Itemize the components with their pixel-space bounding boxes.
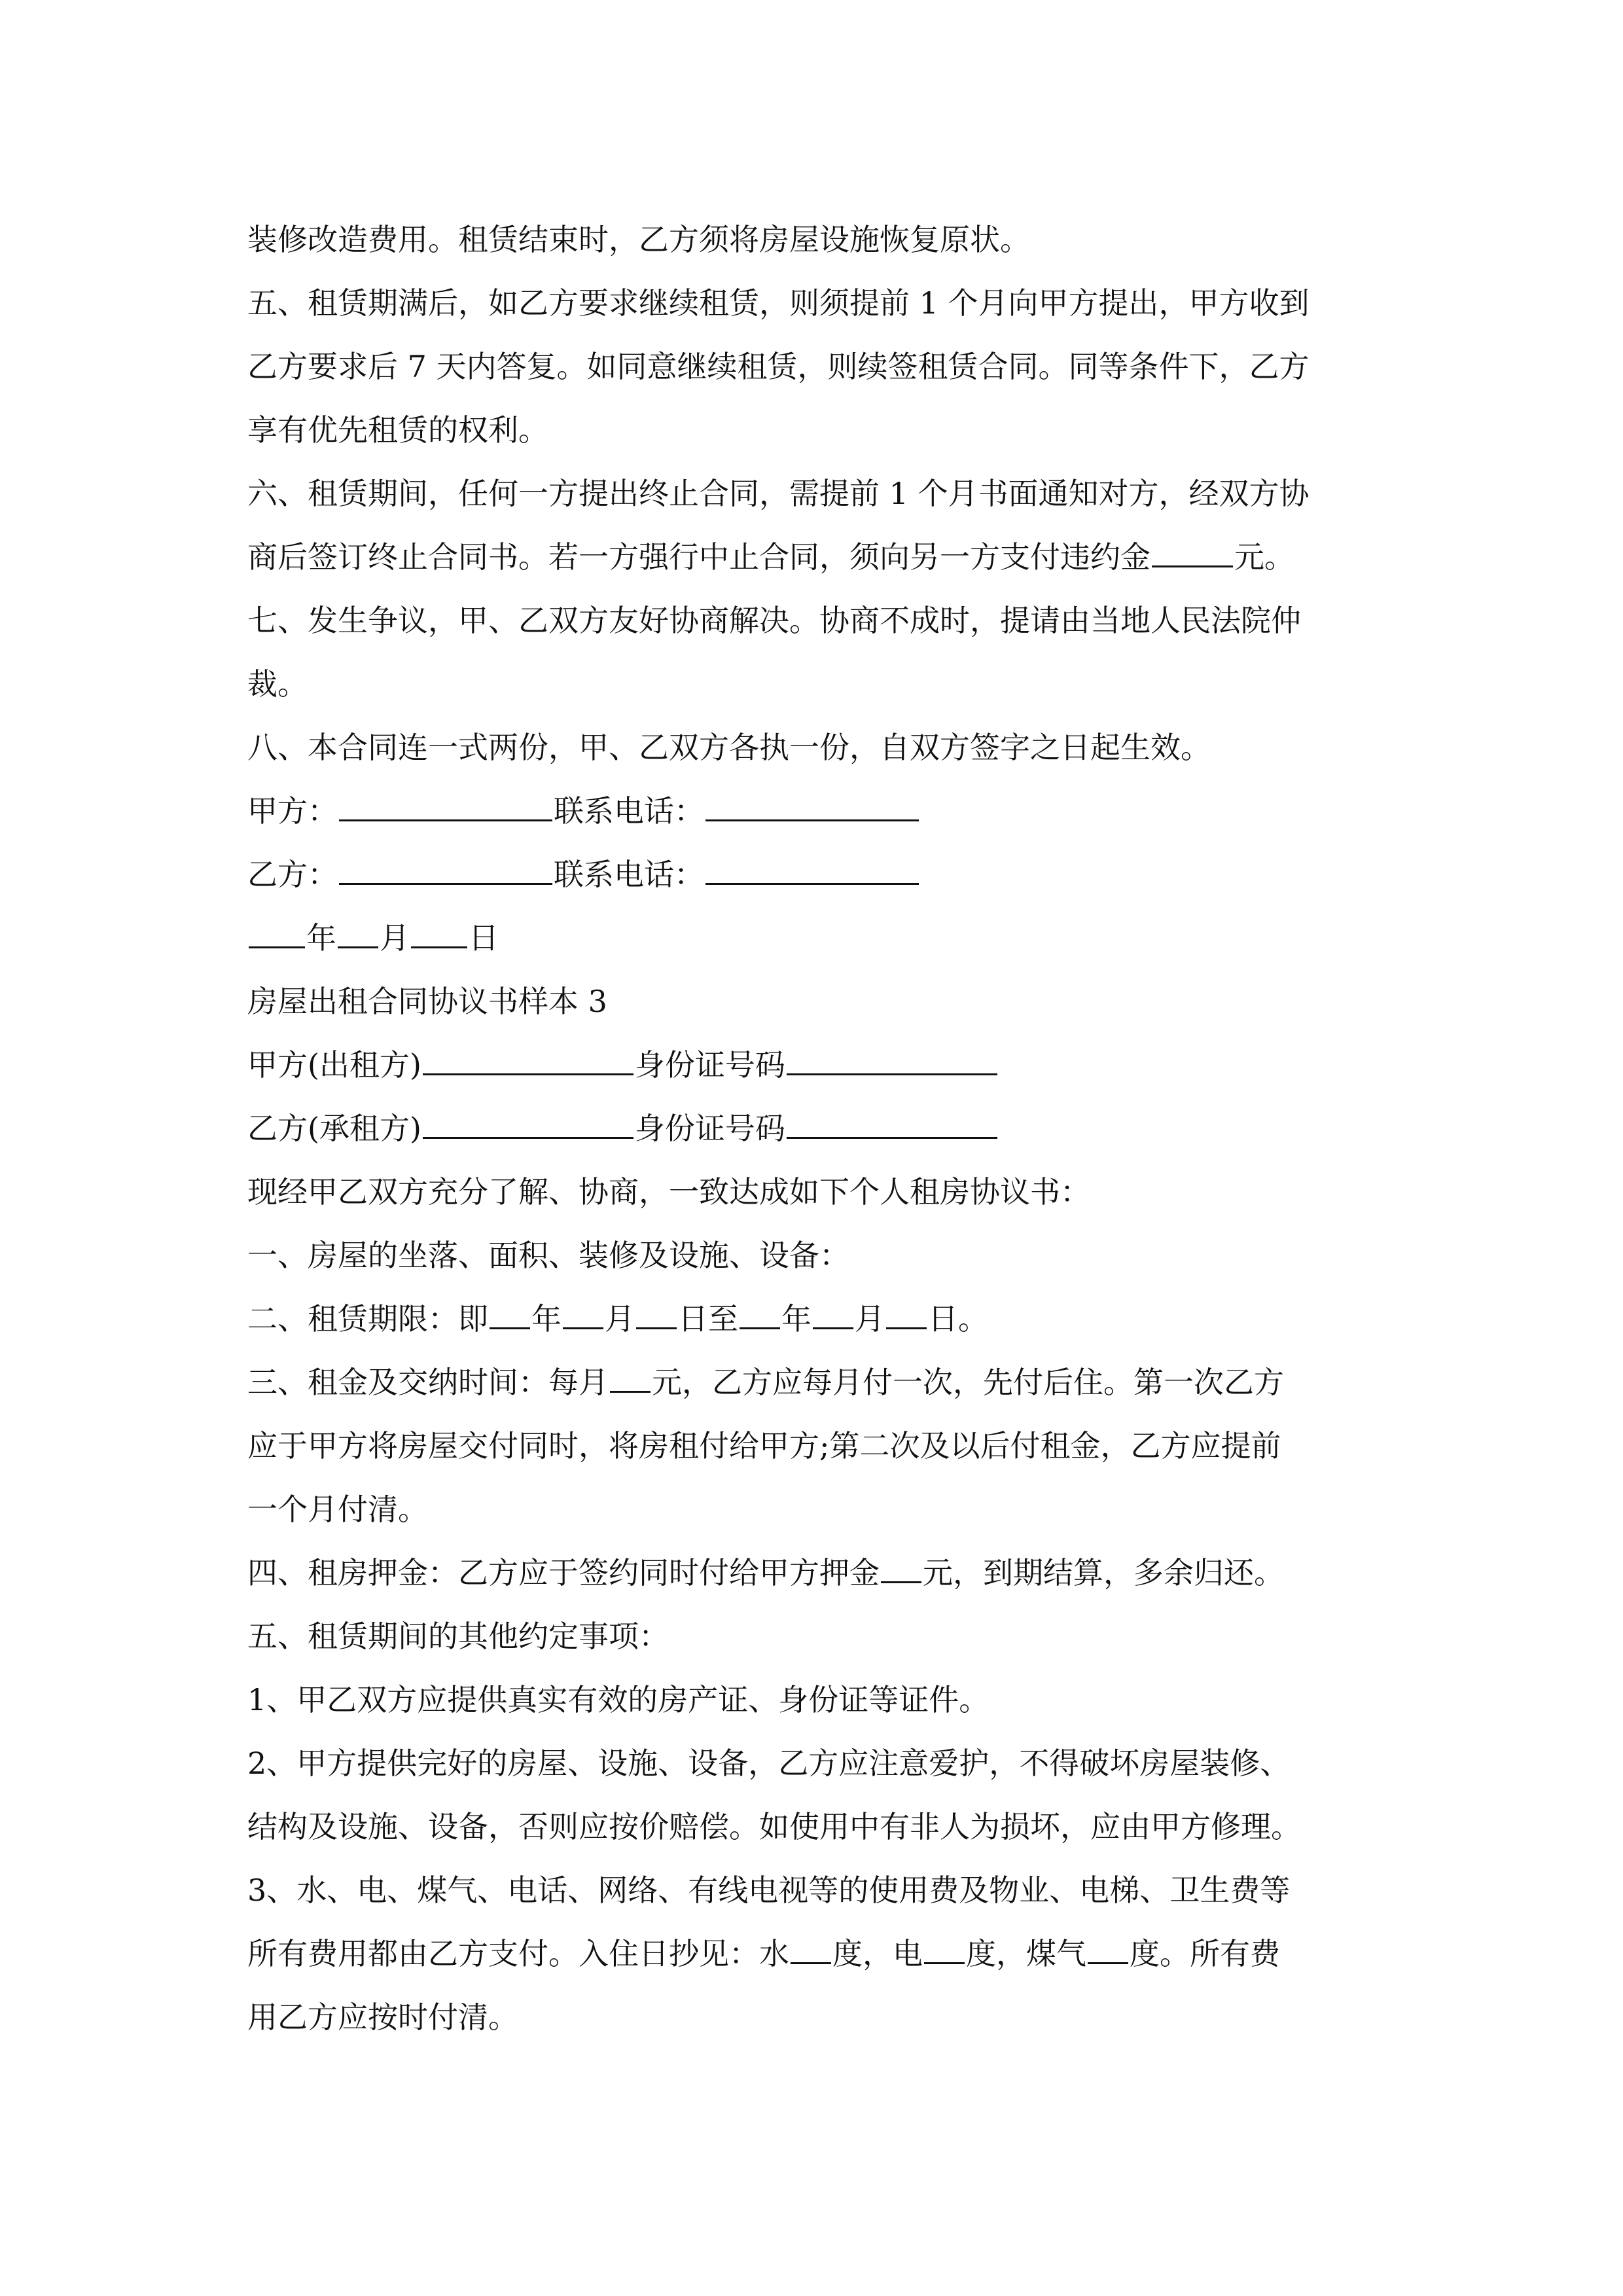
- text: 元，乙方应每月付一次，先付后住。第一次乙方: [652, 1365, 1284, 1400]
- text: 度。所有费: [1130, 1936, 1280, 1971]
- text: 六、租赁期间，任何一方提出终止合同，需提前 1 个月书面通知对方，经双方协: [247, 476, 1310, 511]
- clause-6-termination: [247, 462, 1386, 526]
- text: 度，煤气: [966, 1936, 1086, 1971]
- party-b-phone-blank[interactable]: [705, 857, 919, 885]
- id-label: 身份证号码: [634, 1047, 785, 1083]
- clause-1-property: [247, 1224, 1386, 1287]
- text: 结构及设施、设备，否则应按价赔偿。如使用中有非人为损坏，应由甲方修理。: [247, 1809, 1301, 1844]
- text: 2、甲方提供完好的房屋、设施、设备，乙方应注意爱护，不得破坏房屋装修、: [247, 1746, 1291, 1781]
- lessee-name-blank[interactable]: [423, 1111, 633, 1139]
- party-a-label: 甲方：: [247, 793, 338, 829]
- deposit-amount-blank[interactable]: [881, 1555, 921, 1583]
- clause-2-term: [247, 1287, 1386, 1351]
- end-day-blank[interactable]: [886, 1301, 927, 1329]
- text-line: [247, 1986, 1386, 2049]
- end-year-blank[interactable]: [740, 1301, 780, 1329]
- sample-3-title: [247, 970, 1386, 1033]
- text-line: [247, 335, 1386, 399]
- clause-7-dispute: [247, 589, 1386, 653]
- text: 五、租赁期满后，如乙方要求继续租赁，则须提前 1 个月向甲方提出，甲方收到: [247, 285, 1310, 321]
- text: 五、租赁期间的其他约定事项：: [247, 1619, 669, 1654]
- clause-5-renewal: [247, 272, 1386, 335]
- text: 乙方要求后 7 天内答复。如同意继续租赁，则续签租赁合同。同等条件下，乙方: [247, 349, 1310, 384]
- text-line: [247, 1478, 1386, 1541]
- gas-reading-blank[interactable]: [1088, 1936, 1128, 1964]
- lessee-label: 乙方(承租方): [247, 1111, 421, 1146]
- text: 八、本合同连一式两份，甲、乙双方各执一份，自双方签字之日起生效。: [247, 730, 1211, 765]
- water-reading-blank[interactable]: [791, 1936, 831, 1964]
- monthly-rent-blank[interactable]: [610, 1365, 651, 1393]
- term-1: [247, 1668, 1386, 1732]
- lessor-id-blank[interactable]: [787, 1047, 997, 1075]
- party-b-label: 乙方：: [247, 857, 338, 892]
- text: 月: [605, 1301, 635, 1336]
- text: 元。: [1234, 539, 1294, 575]
- text-line: [247, 399, 1386, 462]
- text: 3、水、电、煤气、电话、网络、有线电视等的使用费及物业、电梯、卫生费等: [247, 1873, 1291, 1908]
- penalty-amount-blank[interactable]: [1152, 539, 1233, 567]
- year-label: 年: [306, 920, 336, 956]
- text: 二、租赁期限：即: [247, 1301, 488, 1336]
- start-month-blank[interactable]: [563, 1301, 603, 1329]
- text: 一、房屋的坐落、面积、装修及设施、设备：: [247, 1238, 849, 1273]
- party-b-name-blank[interactable]: [339, 857, 552, 885]
- start-day-blank[interactable]: [636, 1301, 677, 1329]
- text: 商后签订终止合同书。若一方强行中止合同，须向另一方支付违约金: [247, 539, 1150, 575]
- text: 月: [855, 1301, 885, 1336]
- text: 应于甲方将房屋交付同时，将房租付给甲方;第二次及以后付租金，乙方应提前: [247, 1428, 1281, 1463]
- day-blank[interactable]: [411, 920, 467, 948]
- id-label: 身份证号码: [634, 1111, 785, 1146]
- meter-readings: [247, 1922, 1386, 1986]
- text: 所有费用都由乙方支付。入住日抄见：水: [247, 1936, 789, 1971]
- text: 四、租房押金：乙方应于签约同时付给甲方押金: [247, 1555, 880, 1590]
- clause-4-deposit: [247, 1541, 1386, 1605]
- text: 三、租金及交纳时间：每月: [247, 1365, 609, 1400]
- clause-5-other-terms: [247, 1605, 1386, 1668]
- text: 日至: [678, 1301, 738, 1336]
- text: 年: [781, 1301, 812, 1336]
- lessee-id-blank[interactable]: [787, 1111, 997, 1139]
- text: 一个月付清。: [247, 1492, 428, 1527]
- text: 年: [531, 1301, 562, 1336]
- text: 裁。: [247, 666, 308, 702]
- month-label: 月: [380, 920, 410, 956]
- lessor-label: 甲方(出租方): [247, 1047, 421, 1083]
- term-2: [247, 1732, 1386, 1795]
- party-b-signature-row: [247, 843, 1386, 906]
- party-a-signature-row: [247, 780, 1386, 843]
- text-line: [247, 1414, 1386, 1478]
- text: 度，电: [832, 1936, 923, 1971]
- text: 用乙方应按时付清。: [247, 2000, 518, 2035]
- phone-label: 联系电话：: [554, 793, 704, 829]
- text-line: [247, 1795, 1386, 1859]
- party-a-name-blank[interactable]: [339, 793, 552, 821]
- text-line: [247, 526, 1386, 589]
- text: 七、发生争议，甲、乙双方友好协商解决。协商不成时，提请由当地人民法院仲: [247, 603, 1301, 638]
- section-title: 房屋出租合同协议书样本 3: [247, 984, 607, 1019]
- lessee-row: [247, 1097, 1386, 1160]
- phone-label: 联系电话：: [554, 857, 704, 892]
- text-line: [247, 653, 1386, 716]
- document-body: [247, 208, 1386, 2049]
- text: 1、甲乙双方应提供真实有效的房产证、身份证等证件。: [247, 1682, 990, 1717]
- lessor-row: [247, 1033, 1386, 1097]
- lessor-name-blank[interactable]: [423, 1047, 633, 1075]
- day-label: 日: [469, 920, 499, 956]
- party-a-phone-blank[interactable]: [705, 793, 919, 821]
- date-row: [247, 906, 1386, 970]
- clause-3-rent: [247, 1351, 1386, 1414]
- text: 装修改造费用。租赁结束时，乙方须将房屋设施恢复原状。: [247, 222, 1030, 257]
- year-blank[interactable]: [249, 920, 305, 948]
- text-line: [247, 208, 1386, 272]
- end-month-blank[interactable]: [813, 1301, 853, 1329]
- text: 现经甲乙双方充分了解、协商，一致达成如下个人租房协议书：: [247, 1174, 1090, 1210]
- clause-8-copies: [247, 716, 1386, 780]
- electricity-reading-blank[interactable]: [924, 1936, 965, 1964]
- text: 享有优先租赁的权利。: [247, 412, 548, 448]
- start-year-blank[interactable]: [490, 1301, 530, 1329]
- term-3: [247, 1859, 1386, 1922]
- month-blank[interactable]: [338, 920, 378, 948]
- text: 元，到期结算，多余归还。: [923, 1555, 1284, 1590]
- preamble: [247, 1160, 1386, 1224]
- text: 日。: [928, 1301, 988, 1336]
